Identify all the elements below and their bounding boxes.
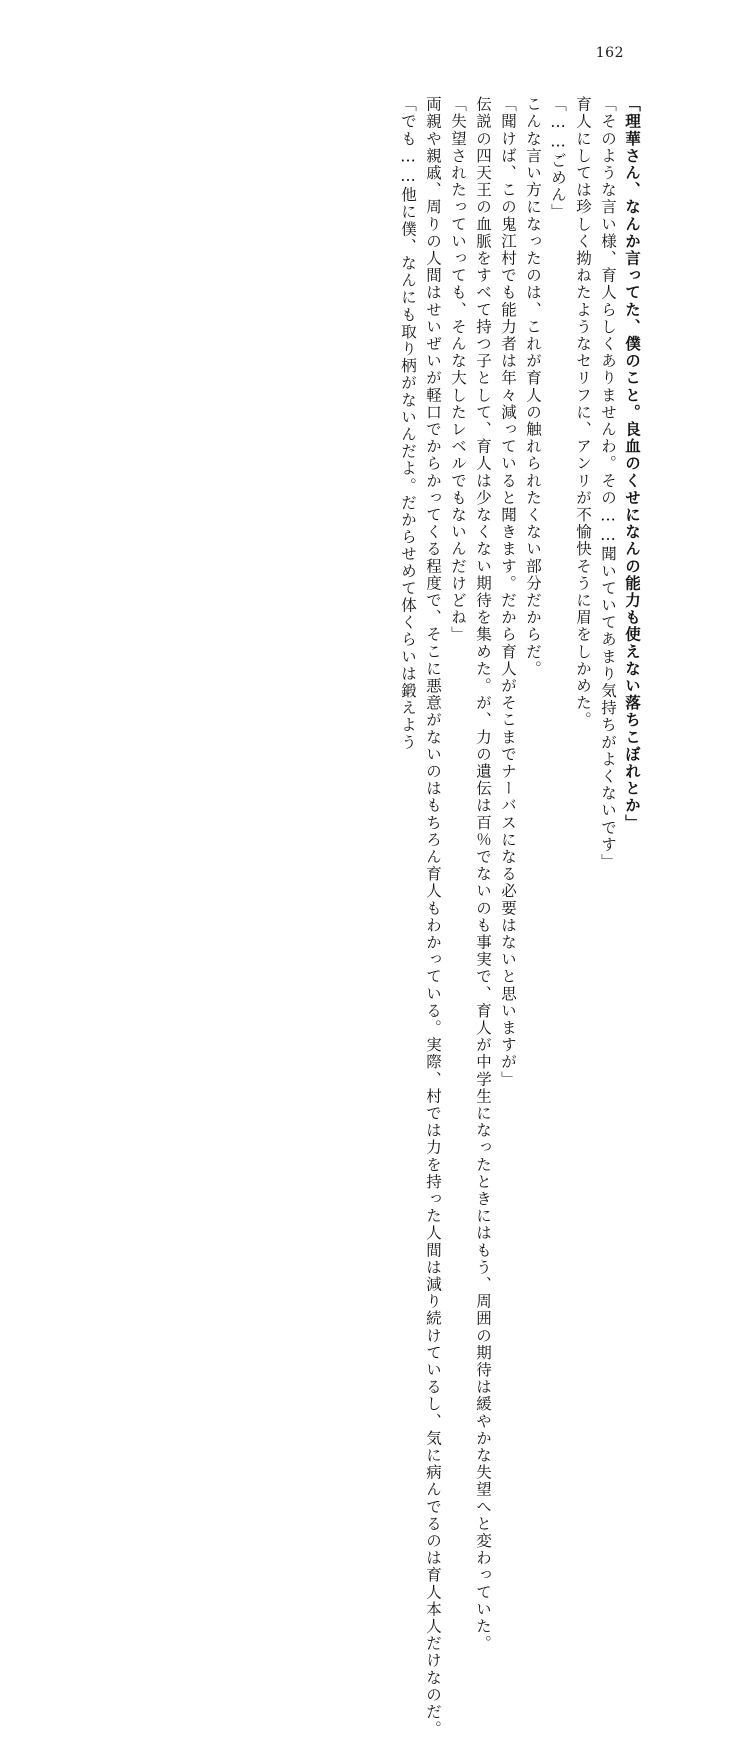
text-column: 伝説の四天王の血脈をすべて持つ子として、育人は少なくない期待を集めた。が、力の遺伝は百％でないのも事実で、育人が中学生になったときにはもう、周囲の期待は緩やかな失望へと変わっていた。 [474, 96, 492, 1653]
text-column: 育人にしては珍しく拗ねたようなセリフに、アンリが不愉快そうに眉をしかめた。 [574, 96, 592, 729]
page-number: 162 [595, 45, 624, 61]
text-column: 「聞けば、この鬼江村でも能力者は年々減っていると聞きます。だから育人がそこまでナーバスになる必要はないと思いますが」 [499, 96, 517, 1088]
text-column: 両親や親戚、周りの人間はせいぜいが軽口でからかってくる程度で、そこに悪意がないのはもちろん育人もわかっている。実際、村では力を持った人間は減り続けているし、気に病んでるのは育人本人だけなのだ。 [424, 96, 442, 1738]
text-column: 「でも……他に僕、なんにも取り柄がないんだよ。だからせめて体くらいは鍛えよう [399, 96, 417, 751]
text-column: 「理華さん、なんか言ってた、僕のこと。良血のくせになんの能力も使えない落ちこぼれとか」 [623, 96, 642, 832]
text-column: 「そのような言い様、育人らしくありませんわ。その……聞いていてあまり気持ちがよくないです」 [599, 96, 617, 871]
text-column: こんな言い方になったのは、これが育人の触れられたくない部分だからだ。 [524, 96, 542, 678]
text-column: 「……ごめん」 [549, 96, 567, 221]
text-column: 「失望されたっていっても、そんな大したレベルでもないんだけどね」 [449, 96, 467, 644]
vertical-text-block [96, 96, 642, 1738]
